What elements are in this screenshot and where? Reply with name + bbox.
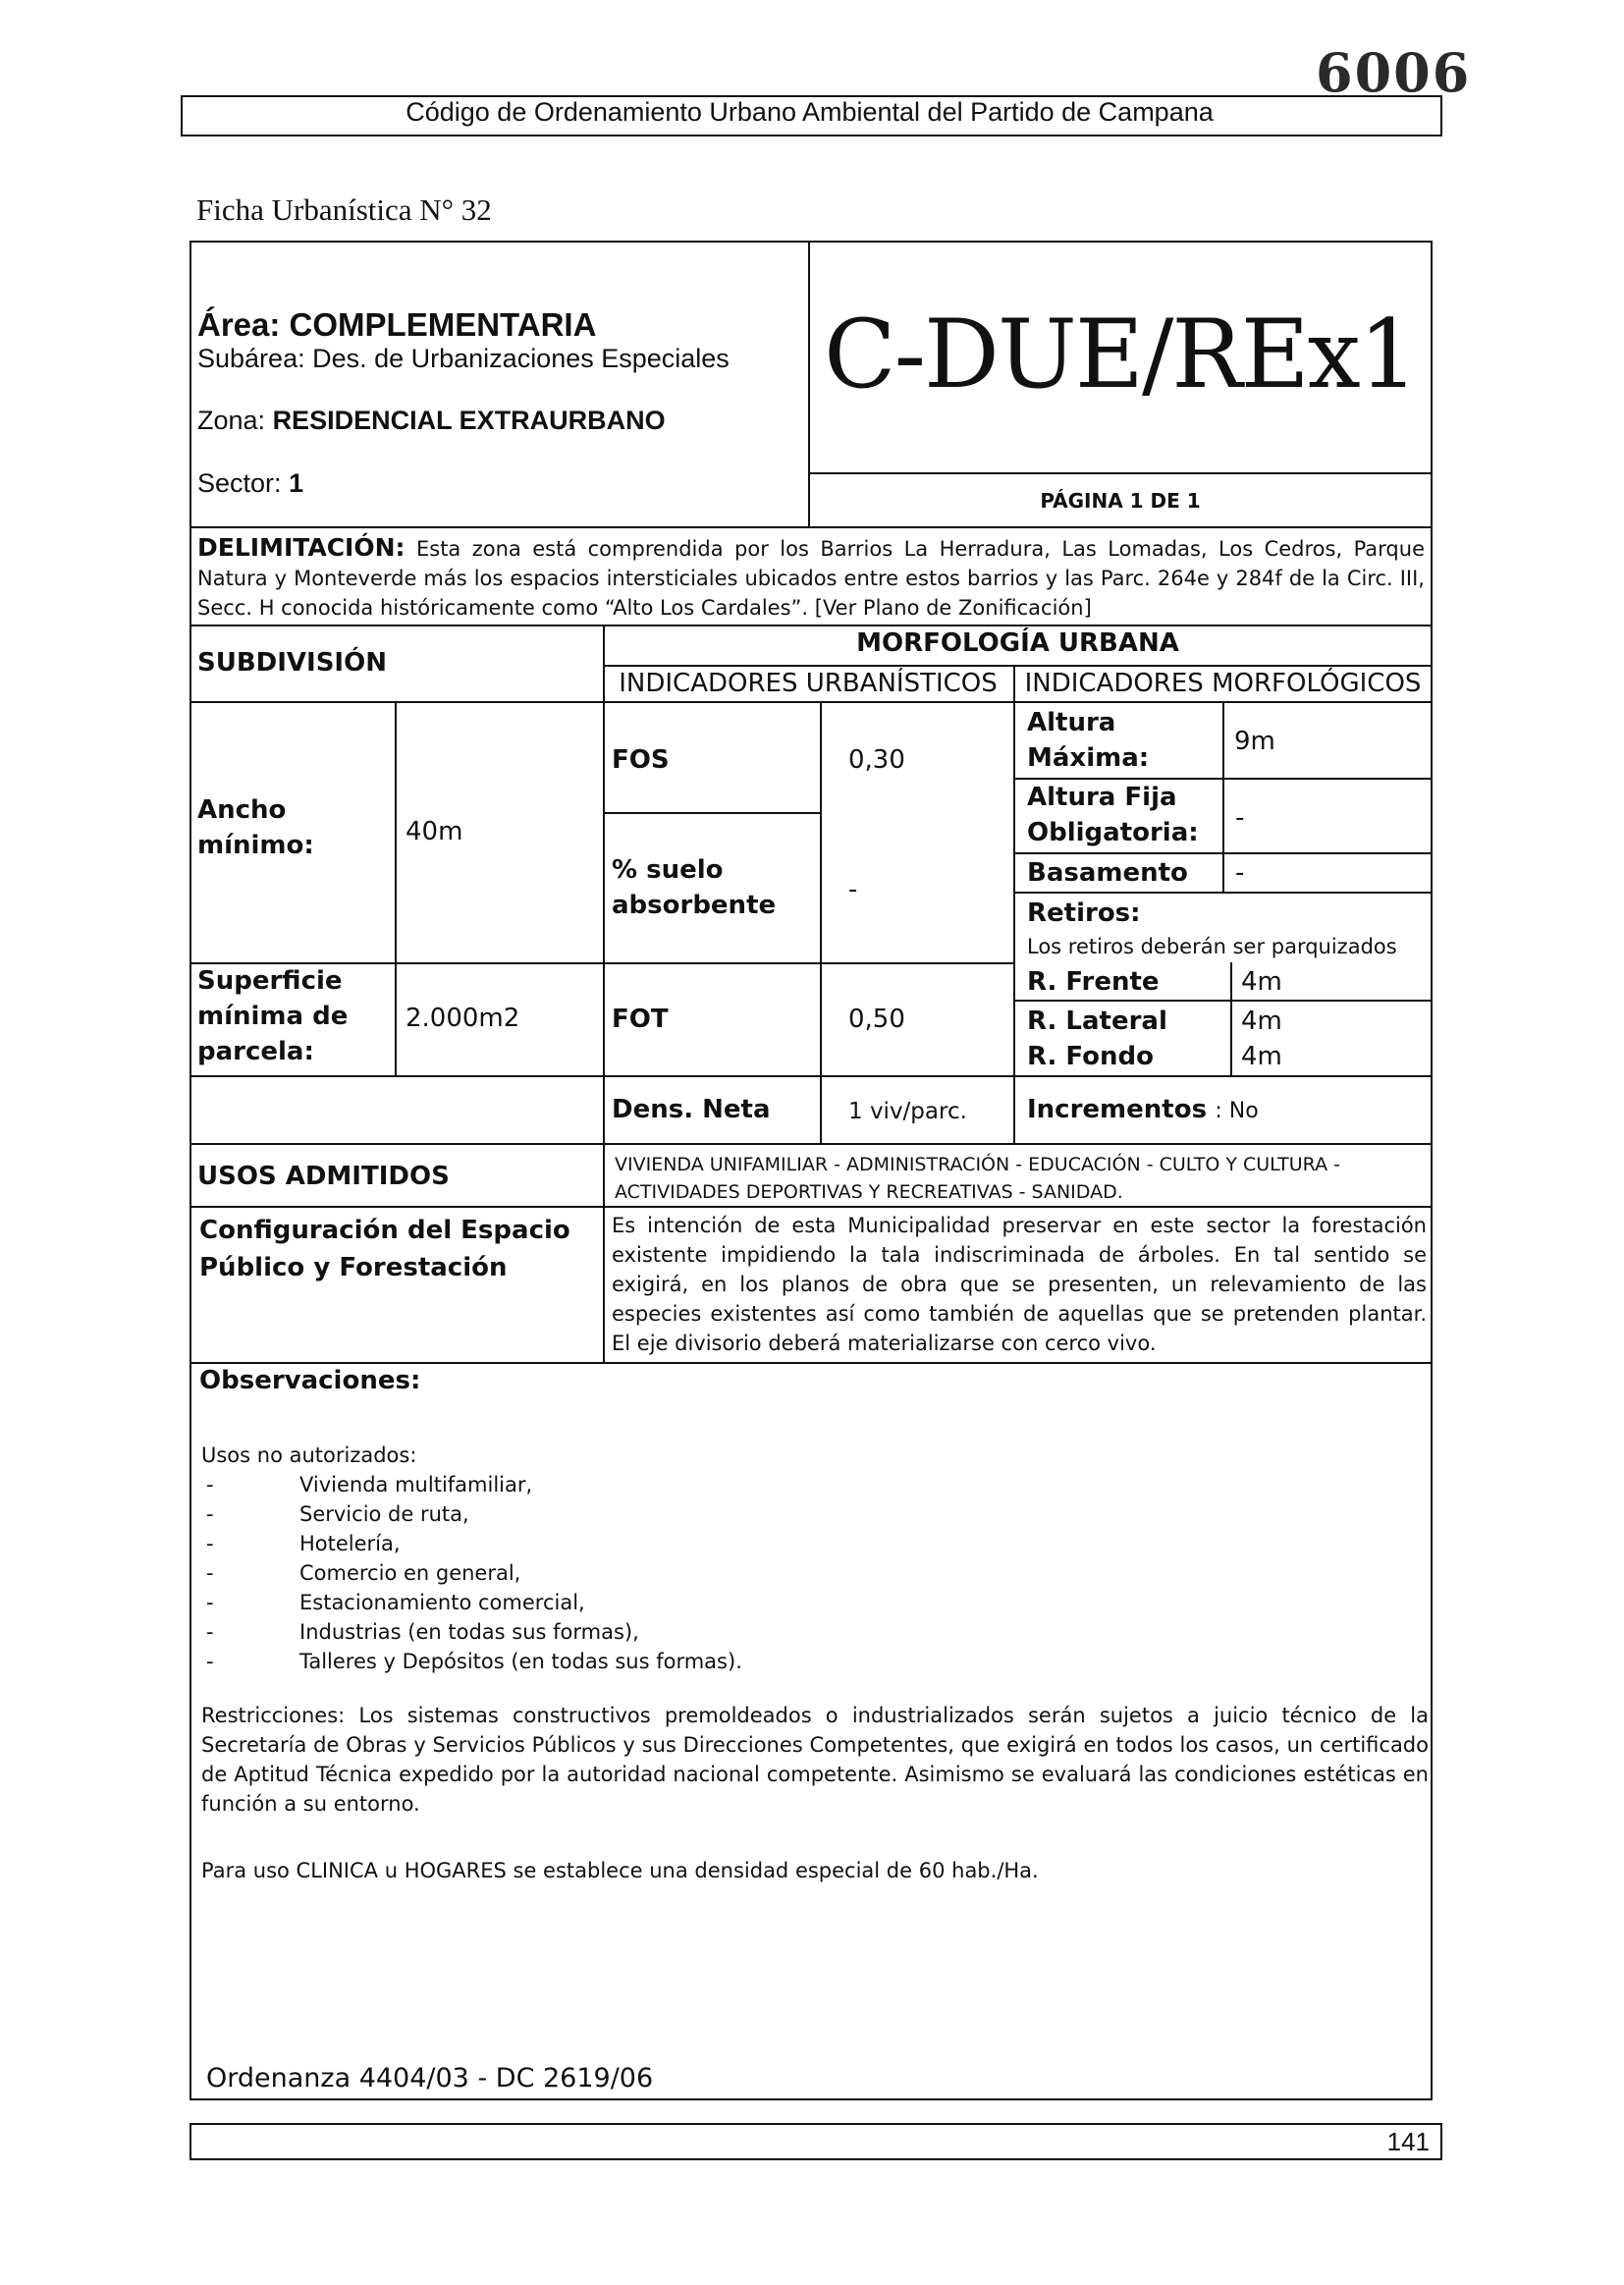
divider bbox=[189, 1143, 1433, 1145]
incrementos-label: Incrementos bbox=[1027, 1095, 1208, 1124]
zona-value: RESIDENCIAL EXTRAURBANO bbox=[272, 406, 666, 435]
fos-value: 0,30 bbox=[848, 745, 905, 775]
sector-label: Sector: bbox=[197, 468, 282, 498]
delimitacion bbox=[197, 533, 1425, 623]
list-item: - Estacionamiento comercial, bbox=[201, 1588, 742, 1617]
divider bbox=[808, 472, 1433, 474]
page-indicator: PÁGINA 1 DE 1 bbox=[1040, 489, 1201, 513]
divider bbox=[603, 962, 1013, 964]
fot-value: 0,50 bbox=[848, 1005, 905, 1034]
clinica-densidad: Para uso CLINICA u HOGARES se establece una densidad especial de 60 hab./Ha. bbox=[201, 1859, 1039, 1882]
ordenanza-reference: Ordenanza 4404/03 - DC 2619/06 bbox=[206, 2063, 654, 2094]
document-stamp-number: 6006 bbox=[1316, 41, 1472, 104]
divider bbox=[189, 701, 1433, 703]
retiro-frente-label: R. Frente bbox=[1027, 967, 1160, 997]
area-title: Área: COMPLEMENTARIA bbox=[197, 306, 597, 343]
divider bbox=[1230, 962, 1232, 1075]
configuracion-label: Configuración del Espacio Público y Forestación bbox=[199, 1216, 570, 1282]
indicadores-morfologicos-header: INDICADORES MORFOLÓGICOS bbox=[1024, 669, 1422, 698]
divider bbox=[1013, 892, 1433, 894]
delimitacion-text: Esta zona está comprendida por los Barrios La Herradura, Las Lomadas, Los Cedros, Parque Natura y Monteverde más los espacios intersticiales ubicados entre estos barrios y las Parc. 264e y 284f de la Circ. III, Secc. H conocida históricamente como “Alto Los Cardales”. [Ver Plano de Zonificación] bbox=[197, 537, 1425, 620]
indicadores-urbanisticos-header: INDICADORES URBANÍSTICOS bbox=[619, 669, 998, 698]
fos-label: FOS bbox=[612, 745, 670, 775]
zone-code: C-DUE/REx1 bbox=[824, 299, 1417, 409]
observaciones-label: Observaciones: bbox=[199, 1366, 421, 1395]
subarea: Subárea: Des. de Urbanizaciones Especiales bbox=[197, 344, 730, 373]
ancho-minimo-label: Ancho mínimo: bbox=[197, 795, 314, 860]
list-item: - Hotelería, bbox=[201, 1529, 742, 1558]
usos-no-autorizados-label: Usos no autorizados: bbox=[201, 1443, 417, 1467]
subdivision-header: SUBDIVISIÓN bbox=[197, 648, 387, 678]
densidad-neta-label: Dens. Neta bbox=[612, 1095, 771, 1124]
suelo-absorbente-value: - bbox=[848, 875, 858, 904]
list-item: - Vivienda multifamiliar, bbox=[201, 1470, 742, 1499]
superficie-minima-label: Superficie mínima de parcela: bbox=[197, 966, 349, 1066]
divider bbox=[603, 812, 820, 814]
sector-value: 1 bbox=[289, 468, 304, 498]
suelo-absorbente-label: % suelo absorbente bbox=[612, 855, 777, 920]
altura-maxima-value: 9m bbox=[1234, 727, 1275, 756]
divider bbox=[603, 1143, 605, 1362]
incrementos-value: : No bbox=[1215, 1099, 1259, 1123]
divider bbox=[1013, 1000, 1433, 1002]
list-item: - Talleres y Depósitos (en todas sus formas). bbox=[201, 1647, 742, 1676]
sector bbox=[197, 468, 303, 499]
retiro-lateral-value: 4m bbox=[1241, 1006, 1282, 1036]
divider bbox=[395, 701, 397, 1075]
altura-fija-label: Altura Fija Obligatoria: bbox=[1027, 783, 1199, 847]
list-item: - Servicio de ruta, bbox=[201, 1499, 742, 1529]
page-number: 141 bbox=[1386, 2127, 1430, 2156]
usos-no-autorizados bbox=[201, 1441, 742, 1676]
divider bbox=[189, 1075, 1433, 1077]
configuracion-text: Es intención de esta Municipalidad preservar en este sector la forestación existente impidiendo la tala indiscriminada de árboles. En tal sentido se exigirá, en los planos de obra que se presenten, un relevamiento de las especies existentes así como también de aquellas que se pretenden plantar. El eje divisorio deberá materializarse con cerco vivo. bbox=[612, 1214, 1427, 1355]
retiros-note: Los retiros deberán ser parquizados bbox=[1027, 935, 1397, 958]
altura-maxima-label: Altura Máxima: bbox=[1027, 708, 1150, 773]
zona bbox=[197, 406, 666, 436]
fot-label: FOT bbox=[612, 1005, 669, 1034]
morfologia-header: MORFOLOGÍA URBANA bbox=[856, 628, 1179, 658]
altura-fija-value: - bbox=[1235, 803, 1245, 833]
list-item: - Comercio en general, bbox=[201, 1558, 742, 1588]
densidad-neta-value: 1 viv/parc. bbox=[848, 1099, 967, 1124]
zona-label: Zona: bbox=[197, 406, 266, 435]
ancho-minimo-value: 40m bbox=[406, 817, 463, 846]
restricciones: Restricciones: Los sistemas constructivos premoldeados o industrializados serán sujetos a juicio técnico de la Secretaría de Obras y Servicios Públicos y sus Direcciones Competentes, que exigirá en todos los casos, un certificado de Aptitud Técnica expedido por la autoridad nacional competente. Asimismo se evaluará las condiciones estéticas en función a su entorno. bbox=[201, 1704, 1429, 1816]
divider bbox=[1222, 701, 1224, 778]
basamento-value: - bbox=[1235, 858, 1245, 888]
basamento-label: Basamento bbox=[1027, 858, 1188, 888]
retiro-fondo-label: R. Fondo bbox=[1027, 1042, 1154, 1071]
usos-admitidos-label: USOS ADMITIDOS bbox=[197, 1162, 450, 1191]
usos-no-autorizados-list bbox=[201, 1470, 742, 1676]
retiro-frente-value: 4m bbox=[1241, 967, 1282, 997]
usos-admitidos-text: VIVIENDA UNIFAMILIAR - ADMINISTRACIÓN - EDUCACIÓN - CULTO Y CULTURA - ACTIVIDADES DEPORTIVAS Y RECREATIVAS - SANIDAD. bbox=[615, 1154, 1340, 1203]
divider bbox=[1222, 852, 1224, 892]
divider bbox=[1013, 665, 1015, 1143]
retiro-lateral-label: R. Lateral bbox=[1027, 1006, 1167, 1036]
retiros-label: Retiros: bbox=[1027, 898, 1141, 928]
divider bbox=[189, 1206, 1433, 1208]
superficie-minima-value: 2.000m2 bbox=[406, 1004, 520, 1033]
divider bbox=[1222, 778, 1224, 852]
incrementos bbox=[1027, 1092, 1259, 1129]
retiro-fondo-value: 4m bbox=[1241, 1042, 1282, 1071]
list-item: - Industrias (en todas sus formas), bbox=[201, 1617, 742, 1647]
document-header: Código de Ordenamiento Urbano Ambiental del Partido de Campana bbox=[406, 97, 1214, 127]
divider bbox=[820, 701, 822, 1143]
footer-frame bbox=[189, 2123, 1442, 2160]
delimitacion-label: DELIMITACIÓN: bbox=[197, 533, 406, 562]
ficha-title: Ficha Urbanística N° 32 bbox=[196, 192, 492, 227]
divider bbox=[189, 526, 1433, 528]
